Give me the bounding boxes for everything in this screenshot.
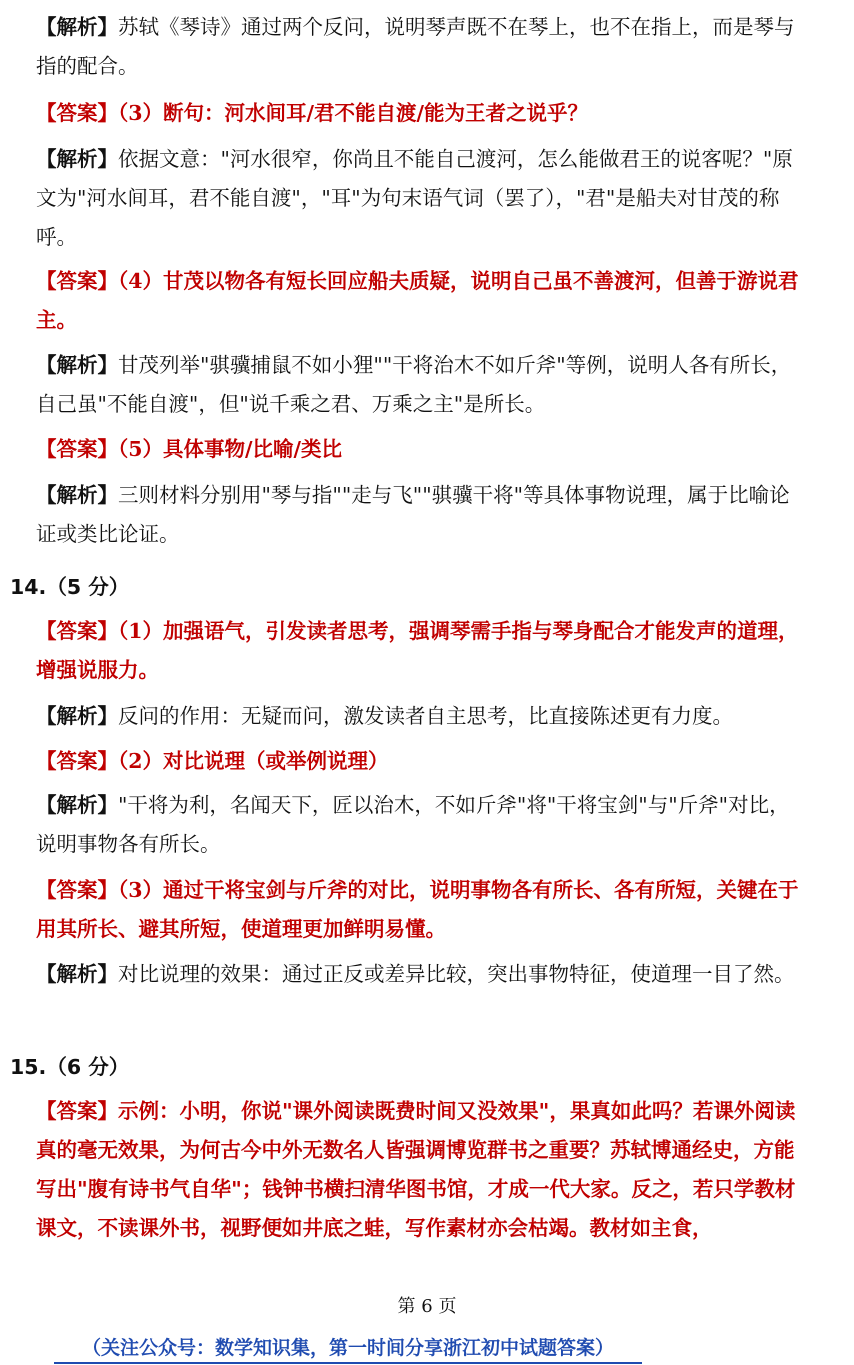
page-number: 第 6 页 bbox=[397, 1296, 457, 1317]
answer-text: 示例：小明，你说"课外阅读既费时间又没效果"，果真如此吗？若课外阅读真的毫无效果，为何古今中外无数名人皆强调博览群书之重要？苏轼博通经史，方能写出"腹有诗书气自华"；钱钟书横扫清华图书馆，才成一代大家。反之，若只学教材课文，不读课外书，视野便如井底之蛙，写作素材亦会枯竭。教材如主食， bbox=[36, 1099, 796, 1240]
analysis-tag: 【解析】 bbox=[36, 962, 118, 986]
analysis-tag: 【解析】 bbox=[36, 793, 118, 817]
analysis-text: 依据文意："河水很窄，你尚且不能自己渡河，怎么能做君王的说客呢？"原文为"河水间耳，君不能自渡"，"耳"为句末语气词（罢了），"君"是船夫对甘茂的称呼。 bbox=[36, 147, 793, 249]
question-14-heading: 14.（5 分） bbox=[10, 575, 130, 599]
analysis-text: 苏轼《琴诗》通过两个反问，说明琴声既不在琴上，也不在指上，而是琴与指的配合。 bbox=[36, 15, 795, 78]
analysis-tag: 【解析】 bbox=[36, 483, 118, 507]
answer-tag: 【答案】 bbox=[36, 619, 118, 643]
analysis-text: 甘茂列举"骐骥捕鼠不如小狸""干将治木不如斤斧"等例，说明人各有所长，自己虽"不能自渡"，但"说千乘之君、万乘之主"是所长。 bbox=[36, 353, 792, 416]
analysis-block-4 bbox=[36, 476, 806, 554]
answer-text: （4）甘茂以物各有短长回应船夫质疑，说明自己虽不善渡河，但善于游说君主。 bbox=[36, 269, 799, 332]
footer-link[interactable]: （关注公众号：数学知识集，第一时间分享浙江初中试题答案） bbox=[54, 1334, 642, 1364]
answer-tag: 【答案】 bbox=[36, 437, 118, 461]
answer-block-5 bbox=[36, 742, 806, 781]
analysis-tag: 【解析】 bbox=[36, 704, 118, 728]
analysis-text: 三则材料分别用"琴与指""走与飞""骐骥干将"等具体事物说理，属于比喻论证或类比论证。 bbox=[36, 483, 790, 546]
analysis-block-2 bbox=[36, 140, 806, 257]
analysis-tag: 【解析】 bbox=[36, 147, 118, 171]
answer-text: （5）具体事物/比喻/类比 bbox=[118, 437, 342, 461]
answer-tag: 【答案】 bbox=[36, 749, 118, 773]
answer-block-3 bbox=[36, 430, 806, 469]
answer-block-1 bbox=[36, 94, 806, 133]
analysis-block-3 bbox=[36, 346, 806, 424]
analysis-block-6 bbox=[36, 786, 806, 864]
analysis-text: "干将为利，名闻天下，匠以治木，不如斤斧"将"干将宝剑"与"斤斧"对比，说明事物各有所长。 bbox=[36, 793, 790, 856]
analysis-text: 反问的作用：无疑而问，激发读者自主思考，比直接陈述更有力度。 bbox=[118, 704, 733, 728]
answer-tag: 【答案】 bbox=[36, 269, 118, 293]
analysis-text: 对比说理的效果：通过正反或差异比较，突出事物特征，使道理一目了然。 bbox=[118, 962, 795, 986]
analysis-block-7 bbox=[36, 955, 806, 994]
answer-tag: 【答案】 bbox=[36, 101, 118, 125]
analysis-tag: 【解析】 bbox=[36, 15, 118, 39]
analysis-block-1 bbox=[36, 8, 806, 86]
answer-text: （3）断句：河水间耳/君不能自渡/能为王者之说乎？ bbox=[118, 101, 588, 125]
answer-text: （1）加强语气，引发读者思考，强调琴需手指与琴身配合才能发声的道理，增强说服力。 bbox=[36, 619, 799, 682]
answer-block-6 bbox=[36, 871, 806, 949]
question-15-heading: 15.（6 分） bbox=[10, 1055, 130, 1079]
answer-text: （3）通过干将宝剑与斤斧的对比，说明事物各有所长、各有所短，关键在于用其所长、避其所短，使道理更加鲜明易懂。 bbox=[36, 878, 799, 941]
analysis-tag: 【解析】 bbox=[36, 353, 118, 377]
answer-tag: 【答案】 bbox=[36, 878, 118, 902]
answer-block-7 bbox=[36, 1092, 806, 1248]
answer-block-2 bbox=[36, 262, 806, 340]
answer-tag: 【答案】 bbox=[36, 1099, 118, 1123]
analysis-block-5 bbox=[36, 697, 806, 736]
answer-text: （2）对比说理（或举例说理） bbox=[118, 749, 389, 773]
answer-block-4 bbox=[36, 612, 806, 690]
